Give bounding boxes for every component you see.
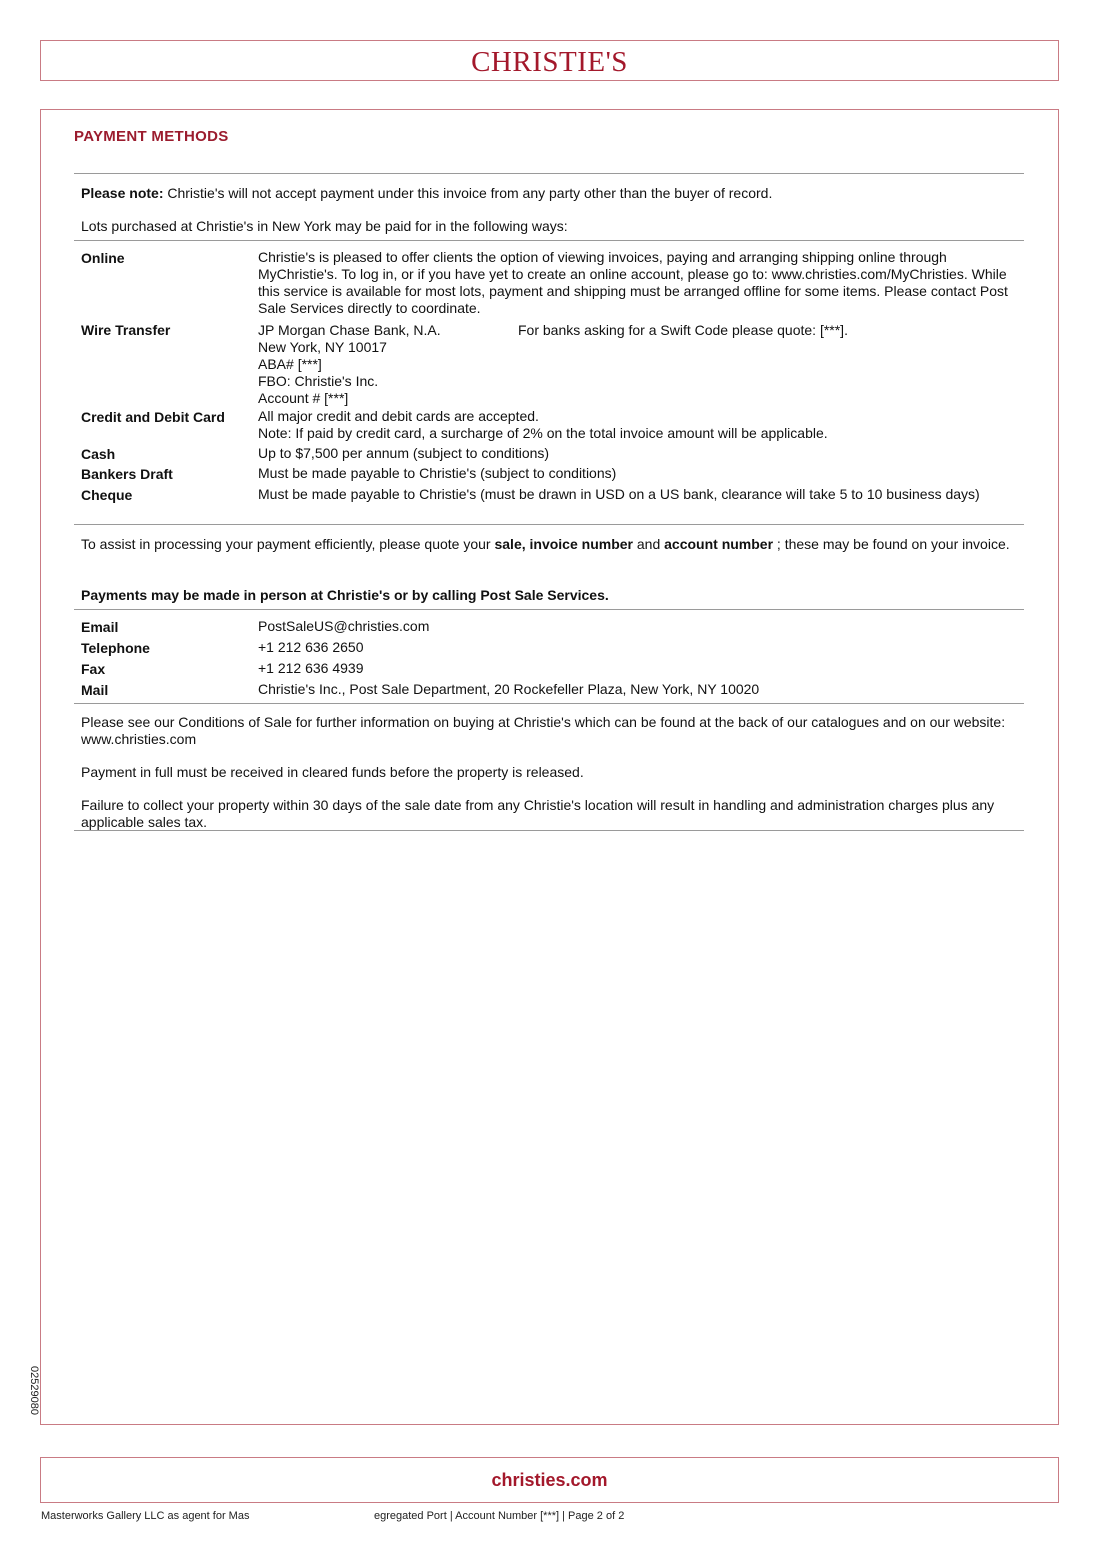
note-text: Christie's will not accept payment under this invoice from any party other than the buyer of record. [163, 185, 773, 201]
christies-website-link[interactable]: christies.com [491, 1470, 608, 1490]
swift-code-note: For banks asking for a Swift Code please quote: [***]. [518, 322, 848, 338]
wire-transfer-details [258, 322, 513, 407]
section-title: PAYMENT METHODS [74, 128, 229, 145]
telephone-value: +1 212 636 2650 [258, 639, 364, 655]
card-line-1: All major credit and debit cards are accepted. [258, 408, 539, 424]
fax-value: +1 212 636 4939 [258, 660, 364, 676]
buyer-note [81, 185, 1021, 202]
card-surcharge-note: Note: If paid by credit card, a surcharge of 2% on the total invoice amount will be applicable. [258, 425, 828, 441]
payment-in-full-note: Payment in full must be received in cleared funds before the property is released. [81, 764, 584, 780]
divider [74, 703, 1024, 704]
divider [74, 830, 1024, 831]
wire-transfer-label: Wire Transfer [81, 322, 171, 338]
methods-intro: Lots purchased at Christie's in New York may be paid for in the following ways: [81, 218, 568, 234]
cheque-label: Cheque [81, 487, 133, 503]
bankers-draft-label: Bankers Draft [81, 466, 173, 482]
bank-name: JP Morgan Chase Bank, N.A. [258, 322, 441, 338]
document-code: 02529080 [28, 1366, 40, 1415]
cash-label: Cash [81, 446, 116, 462]
collection-failure-note: Failure to collect your property within 30 days of the sale date from any Christie's location will result in handling and administration charges plus any applicable sales tax. [81, 797, 995, 830]
divider [74, 524, 1024, 525]
cash-text: Up to $7,500 per annum (subject to conditions) [258, 445, 550, 461]
bankers-draft-text: Must be made payable to Christie's (subject to conditions) [258, 465, 617, 481]
telephone-label: Telephone [81, 640, 150, 656]
assist-post: ; these may be found on your invoice. [773, 536, 1010, 552]
fbo-line: FBO: Christie's Inc. [258, 373, 379, 389]
email-label: Email [81, 619, 119, 635]
assist-pre: To assist in processing your payment efficiently, please quote your [81, 536, 495, 552]
divider [74, 173, 1024, 174]
bank-city: New York, NY 10017 [258, 339, 387, 355]
in-person-heading: Payments may be made in person at Christie's or by calling Post Sale Services. [81, 587, 609, 603]
online-text: Christie's is pleased to offer clients the option of viewing invoices, paying and arranging shipping online through MyChristie's. To log in, or if you have yet to create an online account, please go to: www.christies.com/MyChristies. While this service is available for most lots, payment and shipping must be arranged offline for some items. Please contact Post Sale Services directly to coordinate. [258, 249, 1008, 316]
conditions-of-sale-note: Please see our Conditions of Sale for further information on buying at Christie's which can be found at the back of our catalogues and on our website: www.christies.com [81, 714, 1006, 747]
mail-address: Christie's Inc., Post Sale Department, 20 Rockefeller Plaza, New York, NY 10020 [258, 681, 760, 697]
footer-page-info: egregated Port | Account Number [***] | Page 2 of 2 [374, 1510, 625, 1522]
divider [74, 240, 1024, 241]
assist-mid: and [632, 536, 665, 552]
footer-frame [40, 1457, 1059, 1503]
assist-note [81, 536, 1021, 553]
online-label: Online [81, 250, 125, 266]
christies-logo: CHRISTIE'S [471, 46, 628, 78]
fax-label: Fax [81, 661, 106, 677]
cheque-text: Must be made payable to Christie's (must be drawn in USD on a US bank, clearance will take 5 to 10 business days) [258, 486, 980, 502]
account-number: Account # [***] [258, 390, 349, 406]
divider [74, 609, 1024, 610]
header-frame [40, 40, 1059, 81]
assist-bold-account: account number [664, 536, 774, 552]
footer-account-name: Masterworks Gallery LLC as agent for Mas [41, 1510, 250, 1522]
mail-label: Mail [81, 682, 109, 698]
assist-bold-sale: sale, invoice number [494, 536, 633, 552]
email-value[interactable]: PostSaleUS@christies.com [258, 618, 430, 634]
card-label: Credit and Debit Card [81, 409, 225, 425]
note-label: Please note: [81, 185, 164, 201]
aba-number: ABA# [***] [258, 356, 322, 372]
